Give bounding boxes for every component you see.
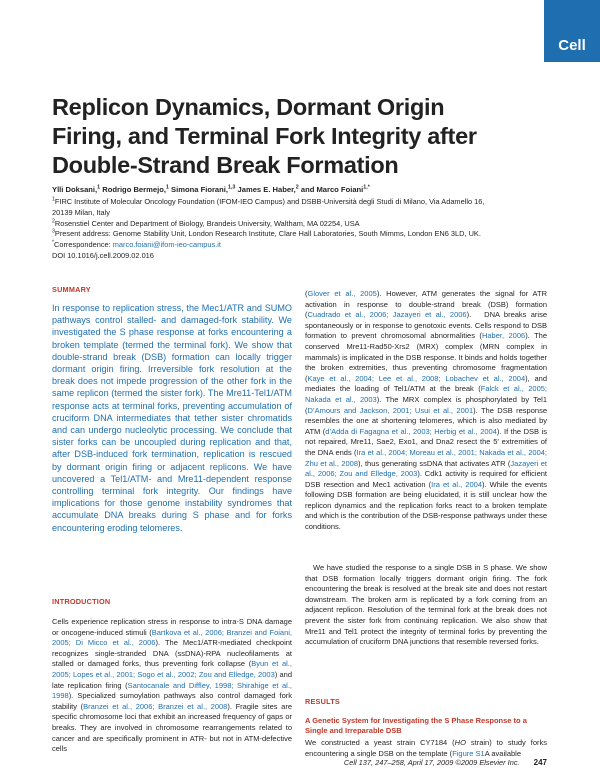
intro-final-paragraph: We have studied the response to a single DSB in S phase. We show that DSB formation locally triggers dormant origin firing. The fork encountering the break is resolved at the break site and does not restart downstream. The broken arm is replicated by a fork coming from an adjacent replicon. Resolution of the terminal fork at the break does not prevent the sister fork from continuing replication. We also show that Mre11 and Tel1 protect the integrity of terminal forks by preventing the accumulation of cruciform DNA junctions that resemble reversed forks. [305, 563, 547, 647]
correspondence-email-link[interactable]: marco.foiani@ifom-ieo-campus.it [112, 240, 221, 249]
body-text-segment: ). The DSB response resembles the one at shortening telomeres, which is also mediated by ATM ( [305, 405, 547, 436]
author-affiliation-marker: 1 [165, 184, 169, 191]
author-name: Rodrigo Bermejo, [100, 185, 166, 194]
author-name: Simona Fiorani, [168, 185, 228, 194]
results-text [305, 738, 547, 759]
citation-link[interactable]: Ira et al., 2004; Moreau et al., 2001; Nakada et al., 2004; Zhu et al., 2008 [305, 447, 548, 468]
footer-citation: Cell 137, 247–258, April 17, 2009 ©2009 Elsevier Inc. [343, 758, 520, 767]
citation-link[interactable]: Cuadrado et al., 2006; Jazayeri et al., 2006 [307, 310, 467, 320]
affiliation-2: $^2$Rosenstiel Center and Department of Biology, Brandeis University, Waltham, MA 02254, USA [52, 218, 360, 228]
author-name: and Marco Foiani [298, 185, 364, 194]
body-text-segment: ). The MRX complex is phosphorylated by Tel1 ( [305, 394, 547, 415]
body-text-segment: strain) to study forks encountering a single DSB on the template ( [305, 738, 547, 758]
body-text-segment: ), and mediates the loading of Tel1/ATM at the break ( [305, 373, 547, 394]
body-text-segment: ). If the DSB is not repaired, Mre11, Sae2, Exo1, and Dna2 resect the 5′ extremities of the DNA ends ( [305, 426, 547, 457]
citation-link[interactable]: Byun et al., 2005; Lopes et al., 2001; Sogo et al., 2002; Zou and Elledge, 2003 [52, 659, 292, 679]
correspondence: *Correspondence: marco.foiani@ifom-ieo-campus.it [52, 239, 221, 249]
body-text-segment: HO [454, 738, 466, 747]
author-affiliation-marker: 1,* [363, 184, 370, 191]
affiliation-3: $^3$Present address: Genome Stability Unit, London Research Institute, Clare Hall Laboratories, South Mimms, London EN6 3LD, UK. [52, 228, 481, 238]
author-affiliation-marker: 2 [295, 184, 299, 191]
author-name: James E. Haber, [235, 185, 296, 194]
citation-link[interactable]: Santocanale and Diffley, 1998; Shirahige et al., 1998 [52, 680, 292, 701]
body-text-segment: ). The Mec1/ATR-mediated checkpoint recognizes single-stranded DNA (ssDNA)-RPA nucleofilaments at stalled or damaged forks, thus preventing fork collapse ( [52, 638, 292, 669]
doi: DOI 10.1016/j.cell.2009.02.016 [52, 251, 154, 260]
cell-journal-logo: Cell [544, 0, 600, 62]
body-text-segment: ( [305, 289, 308, 298]
article-title: Replicon Dynamics, Dormant Origin Firing, and Terminal Fork Integrity after Double-Strand Break Formation [52, 94, 477, 178]
body-text-segment: ). While the events following DSB formation are being elucidated, it is still unclear how the replicon dynamics and the replication forks react to a broken template and which is the contribution of the DSB-response pathways under these conditions. [305, 479, 548, 532]
citation-link[interactable]: Figure S1 [452, 748, 485, 758]
results-heading: RESULTS [305, 697, 340, 706]
body-text-segment: Cells experience replication stress in response to intra-S DNA damage or oncogene-induced stimuli ( [52, 617, 292, 637]
citation-link[interactable]: Haber, 2006 [481, 331, 526, 341]
results-subheading: A Genetic System for Investigating the S Phase Response to a Single and Irreparable DSB [305, 716, 527, 736]
citation-link[interactable]: Branzei et al., 2006; Branzei et al., 2008 [83, 701, 228, 711]
body-text-segment: ). Specialized sumoylation pathways also control damaged fork stability ( [52, 691, 292, 711]
author-name: Ylli Doksani, [52, 185, 98, 194]
citation-link[interactable]: Jazayeri et al., 2006; Zou and Elledge, 2003 [305, 458, 547, 479]
body-text-segment: ) and late replication firing ( [52, 669, 292, 690]
citation-link[interactable]: Kaye et al., 2004; Lee et al., 2008; Lobachev et al., 2004 [307, 373, 526, 383]
intro-continued-paragraph [305, 289, 547, 533]
introduction-heading: INTRODUCTION [52, 597, 111, 606]
body-text-segment: ). However, ATM generates the signal for ATR activation in response to double-strand break (DSB) formation ( [305, 289, 547, 320]
introduction-text [52, 617, 292, 755]
body-text-segment: ). Cdk1 activity is required for efficient DSB resection and Mec1 activation ( [305, 469, 547, 489]
citation-link[interactable]: D’Amours and Jackson, 2001; Usui et al., 2001 [307, 405, 474, 415]
summary-heading: SUMMARY [52, 285, 91, 294]
body-text-segment: ), thus generating ssDNA that activates ATR ( [358, 458, 511, 468]
citation-link[interactable]: d’Adda di Fagagna et al., 2003; Herbig et al., 2004 [325, 426, 497, 436]
citation-link[interactable]: Bartkova et al., 2006; Branzei and Foiani, 2005; Di Micco et al., 2006 [52, 627, 292, 648]
author-affiliation-marker: 1 [97, 184, 101, 191]
body-text-segment: We constructed a yeast strain CY7184 ( [305, 738, 455, 747]
body-text-segment: ). DNA breaks arise spontaneously or in response to genotoxic events. Cells respond to DSB formation to prevent chromosomal abnormalities ( [305, 310, 547, 341]
affiliation-1: $^1$FIRC Institute of Molecular Oncology Foundation (IFOM-IEO Campus) and DSBB-Università degli Studi di Milano, Via Adamello 16, 20139 Milan, Italy [52, 196, 485, 217]
page-number: 247 [533, 758, 547, 767]
body-text-segment: A available [484, 748, 521, 758]
author-affiliation-marker: 1,3 [228, 184, 236, 191]
summary-text: In response to replication stress, the Mec1/ATR and SUMO pathways control stalled- and damaged-fork stability. We investigated the S phase response at forks encountering a broken template (termed the terminal fork). We show that double-strand break (DSB) formation can locally trigger dormant origin firing. Irreversible fork resolution at the break does not impede progression of the other fork in the same replicon (termed the sister fork). The Mre11-Tel1/ATM response acts at terminal forks, preventing accumulation of cruciform DNA intermediates that tether sister chromatids and can undergo nucleolytic processing. We conclude that sister forks can be uncoupled during replication and that, after DSB-induced fork termination, replication is rescued by dormant origin firing or adjacent replicons. We have uncovered a Tel1/ATM- and Mre11-dependent response controlling terminal fork integrity. Our findings have implications for those genome instability syndromes that accumulate DNA breaks during S phase and for forks encountering eroding telomeres. [52, 303, 292, 533]
citation-link[interactable]: Ira et al., 2004 [431, 479, 482, 489]
citation-link[interactable]: Glover et al., 2005 [307, 289, 377, 298]
page-footer [344, 758, 547, 767]
citation-link[interactable]: Falck et al., 2005; Nakada et al., 2003 [305, 384, 547, 404]
body-text-segment: ). Fragile sites are specific chromosome loci that exhibit an increased frequency of gaps or breaks. They are involved in chromosome rearrangements related to cancer and are specifically prominent in ATR- but not in ATM-defective cells [52, 701, 293, 754]
body-text-segment: ). The conserved Mre11-Rad50-Xrs2 (MRX) complex (MRN complex in mammals) is implicated in the DSB response. It binds and holds together the broken extremities, thus preventing chromosome fragmentation ( [305, 331, 548, 383]
author-list [52, 185, 562, 196]
